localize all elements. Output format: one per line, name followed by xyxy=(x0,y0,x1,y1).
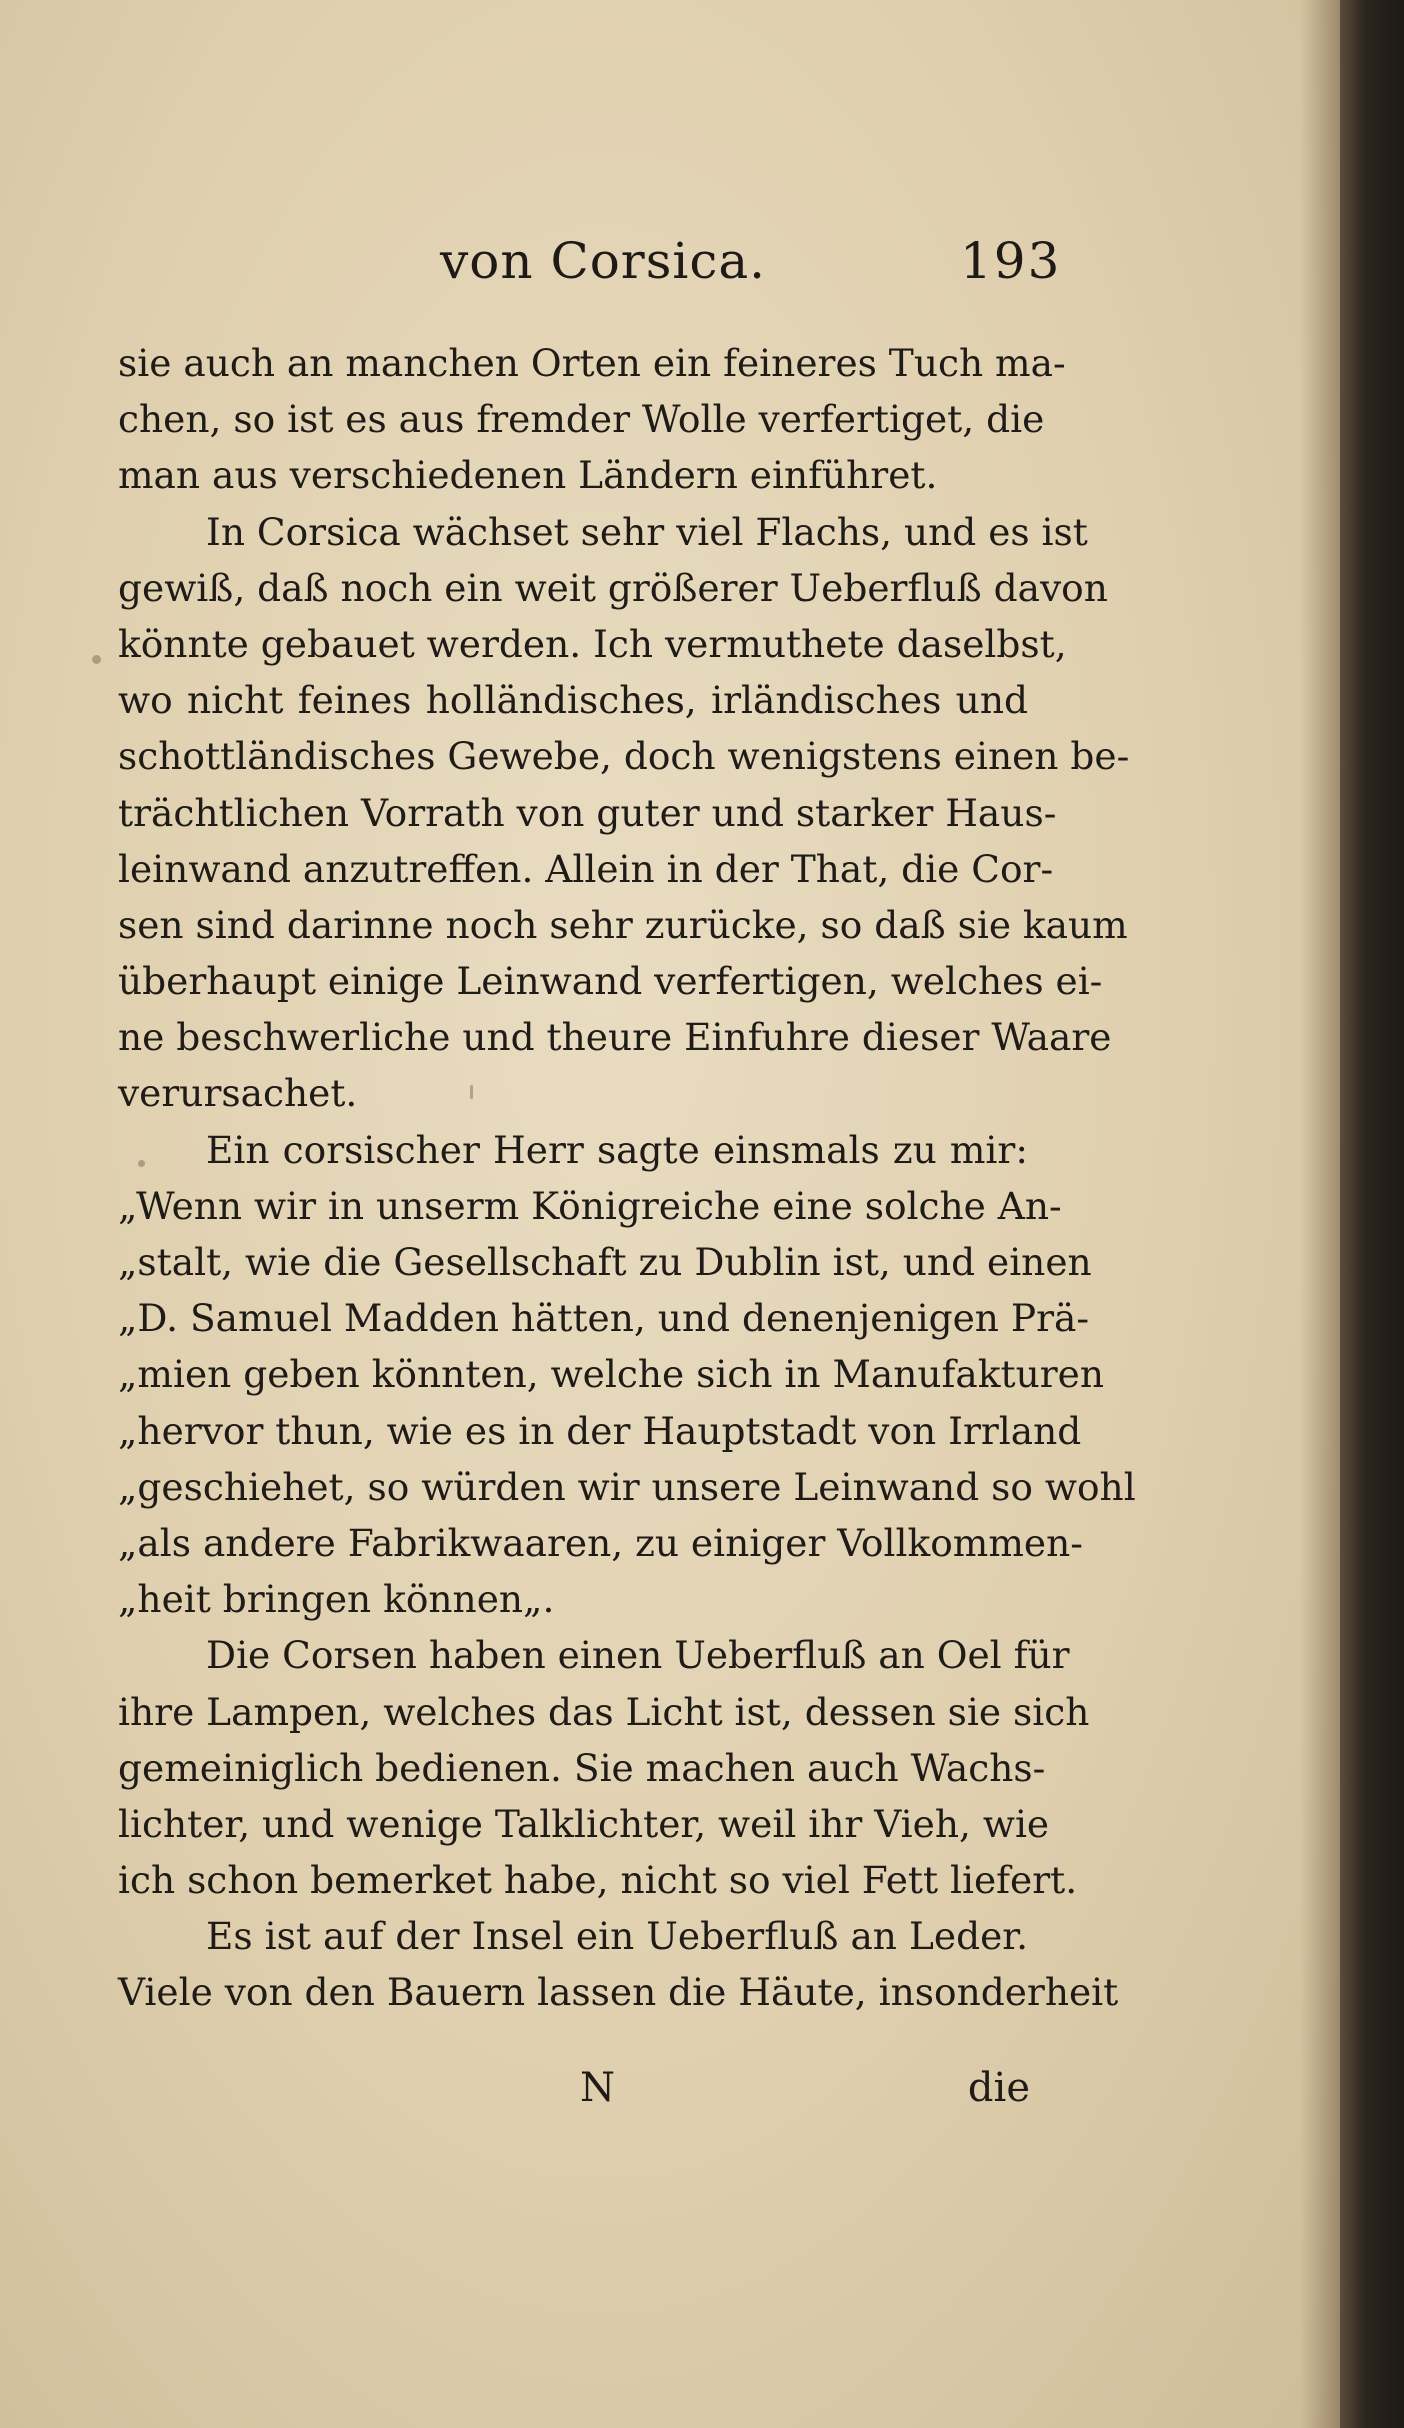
text-line: Ein corsischer Herr sagte einsmals zu mir: xyxy=(206,1127,1028,1172)
text-line: lichter, und wenige Talklichter, weil ihr Vieh, wie xyxy=(118,1801,1050,1846)
text-line: trächtlichen Vorrath von guter und starker Haus- xyxy=(118,790,1057,835)
text-line: schottländisches Gewebe, doch wenigstens einen be- xyxy=(118,734,1130,779)
signature-mark: N xyxy=(580,2065,615,2111)
text-line: In Corsica wächset sehr viel Flachs, und es ist xyxy=(206,509,1088,554)
text-line: „heit bringen können„. xyxy=(118,1577,555,1622)
text-line: „als andere Fabrikwaaren, zu einiger Vollkommen- xyxy=(118,1520,1083,1565)
page-header xyxy=(440,232,1060,312)
text-line: man aus verschiedenen Ländern einführet. xyxy=(118,453,938,498)
text-line: „hervor thun, wie es in der Hauptstadt von Irrland xyxy=(118,1408,1082,1453)
text-line: chen, so ist es aus fremder Wolle verfertiget, die xyxy=(118,397,1045,442)
paper-speck xyxy=(470,1085,473,1099)
text-line: gewiß, daß noch ein weit größerer Ueberfluß davon xyxy=(118,565,1108,610)
text-line: „geschiehet, so würden wir unsere Leinwand so wohl xyxy=(118,1464,1136,1509)
text-line: überhaupt einige Leinwand verfertigen, welches ei- xyxy=(118,959,1103,1004)
text-line: sen sind darinne noch sehr zurücke, so daß sie kaum xyxy=(118,902,1128,947)
text-line: wo nicht feines holländisches, irländisches und xyxy=(118,678,1028,723)
text-line: „mien geben könnten, welche sich in Manufakturen xyxy=(118,1352,1105,1397)
text-line: könnte gebauet werden. Ich vermuthete daselbst, xyxy=(118,621,1067,666)
text-line: ne beschwerliche und theure Einfuhre dieser Waare xyxy=(118,1015,1112,1060)
text-line: verursachet. xyxy=(118,1071,358,1116)
page-edge-shadow xyxy=(1300,0,1340,2428)
text-line: Es ist auf der Insel ein Ueberfluß an Leder. xyxy=(206,1914,1028,1959)
running-title: von Corsica. xyxy=(440,232,767,290)
text-line: ihre Lampen, welches das Licht ist, dessen sie sich xyxy=(118,1689,1090,1734)
text-line: leinwand anzutreffen. Allein in der That, die Cor- xyxy=(118,846,1054,891)
text-line: „stalt, wie die Gesellschaft zu Dublin ist, und einen xyxy=(118,1240,1092,1284)
text-line: „Wenn wir in unserm Königreiche eine solche An- xyxy=(118,1183,1062,1228)
paper-speck xyxy=(138,1160,145,1167)
text-line: gemeiniglich bedienen. Sie machen auch Wachs- xyxy=(118,1745,1046,1790)
paper-speck xyxy=(92,655,101,664)
text-line: „D. Samuel Madden hätten, und denenjenigen Prä- xyxy=(118,1296,1090,1341)
page-footer xyxy=(560,2065,1030,2125)
text-line: Die Corsen haben einen Ueberfluß an Oel für xyxy=(206,1633,1070,1678)
body-text xyxy=(118,335,1136,2021)
catchword: die xyxy=(967,2065,1030,2111)
text-line: Viele von den Bauern lassen die Häute, insonderheit xyxy=(118,1970,1119,2015)
text-line: ich schon bemerket habe, nicht so viel Fett liefert. xyxy=(118,1858,1078,1903)
page-number: 193 xyxy=(960,232,1062,290)
book-gutter xyxy=(1340,0,1404,2428)
text-line: sie auch an manchen Orten ein feineres Tuch ma- xyxy=(118,341,1066,385)
